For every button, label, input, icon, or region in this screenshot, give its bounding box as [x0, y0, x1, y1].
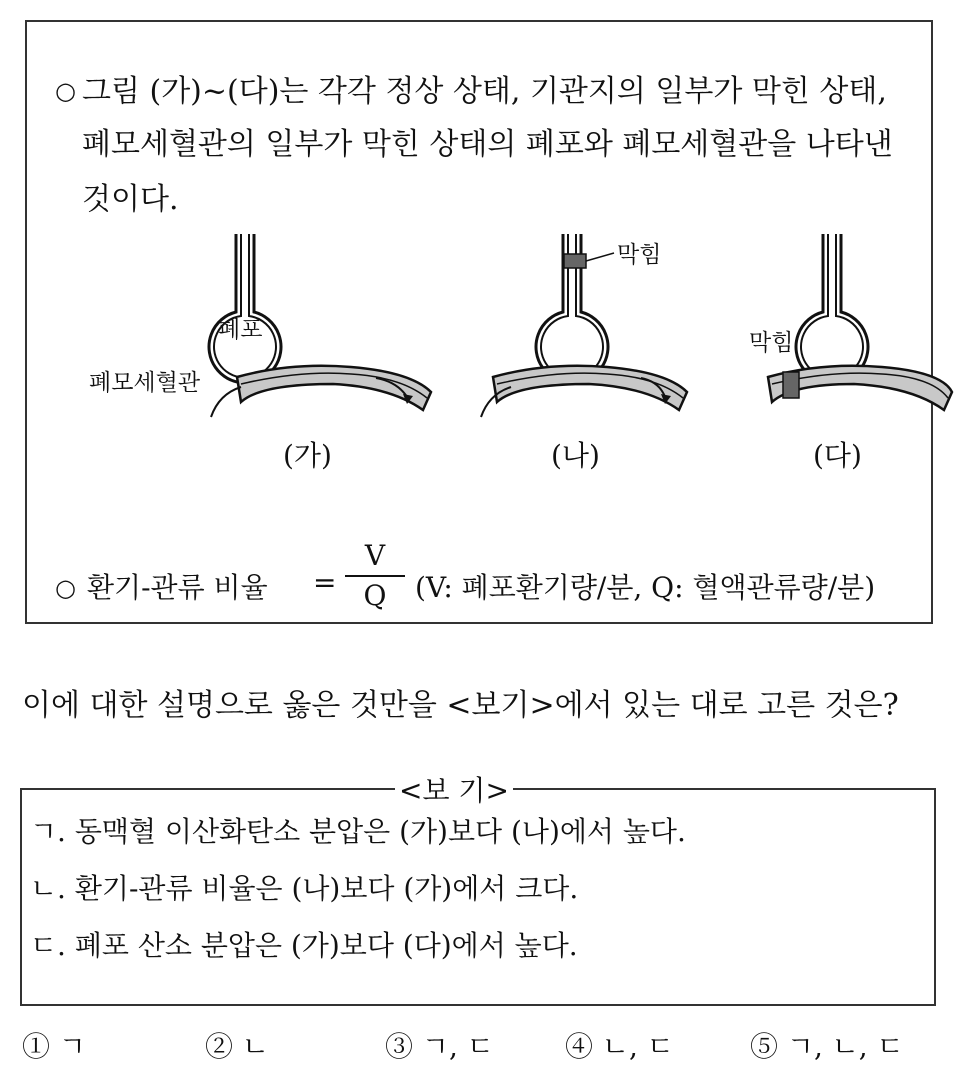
answer-choice-5[interactable]: ⑤ ㄱ, ㄴ, ㄷ [750, 1030, 904, 1063]
label-block-c: 막힘 [749, 330, 794, 356]
info-box [25, 20, 933, 624]
option-item-1: ㄱ. 동맥혈 이산화탄소 분압은 (가)보다 (나)에서 높다. [30, 815, 686, 848]
label-alveolus: 폐포 [218, 317, 263, 343]
panel-a-label: (가) [283, 439, 332, 472]
lung-figure [27, 22, 956, 522]
option-item-3: ㄷ. 폐포 산소 분압은 (가)보다 (다)에서 높다. [30, 929, 578, 962]
formula-denominator: Q [363, 579, 387, 612]
paragraph-line-1: 그림 (가)~(다)는 각각 정상 상태, 기관지의 일부가 막힌 상태, [82, 74, 887, 109]
paragraph-line-3: 것이다. [82, 182, 179, 217]
formula-label: 환기-관류 비율 [87, 571, 268, 604]
answer-choice-1[interactable]: ① ㄱ [22, 1030, 86, 1063]
question-text: 이에 대한 설명으로 옳은 것만을 <보기>에서 있는 대로 고른 것은? [22, 688, 899, 723]
panel-c-label: (다) [813, 439, 862, 472]
formula-bullet: ○ [55, 574, 76, 602]
formula-numerator: V [364, 539, 386, 572]
answer-choice-2[interactable]: ② ㄴ [205, 1030, 269, 1063]
fraction-bar [345, 575, 405, 577]
label-block-b: 막힘 [617, 242, 662, 268]
formula-fraction [345, 540, 405, 612]
options-title: <보 기> [395, 769, 513, 809]
label-capillary: 폐모세혈관 [89, 370, 201, 396]
formula-equals: = [313, 566, 337, 599]
panel-b-label: (나) [551, 439, 600, 472]
bullet-mark: ○ [55, 77, 76, 105]
formula-definition: (V: 폐포환기량/분, Q: 혈액관류량/분) [415, 571, 876, 604]
paragraph-line-2: 폐모세혈관의 일부가 막힌 상태의 폐포와 폐모세혈관을 나타낸 [82, 127, 893, 162]
answer-choice-4[interactable]: ④ ㄴ, ㄷ [565, 1030, 674, 1063]
option-item-2: ㄴ. 환기-관류 비율은 (나)보다 (가)에서 크다. [30, 872, 579, 905]
answer-choice-3[interactable]: ③ ㄱ, ㄷ [385, 1030, 494, 1063]
panel-c-diagram [768, 234, 952, 410]
